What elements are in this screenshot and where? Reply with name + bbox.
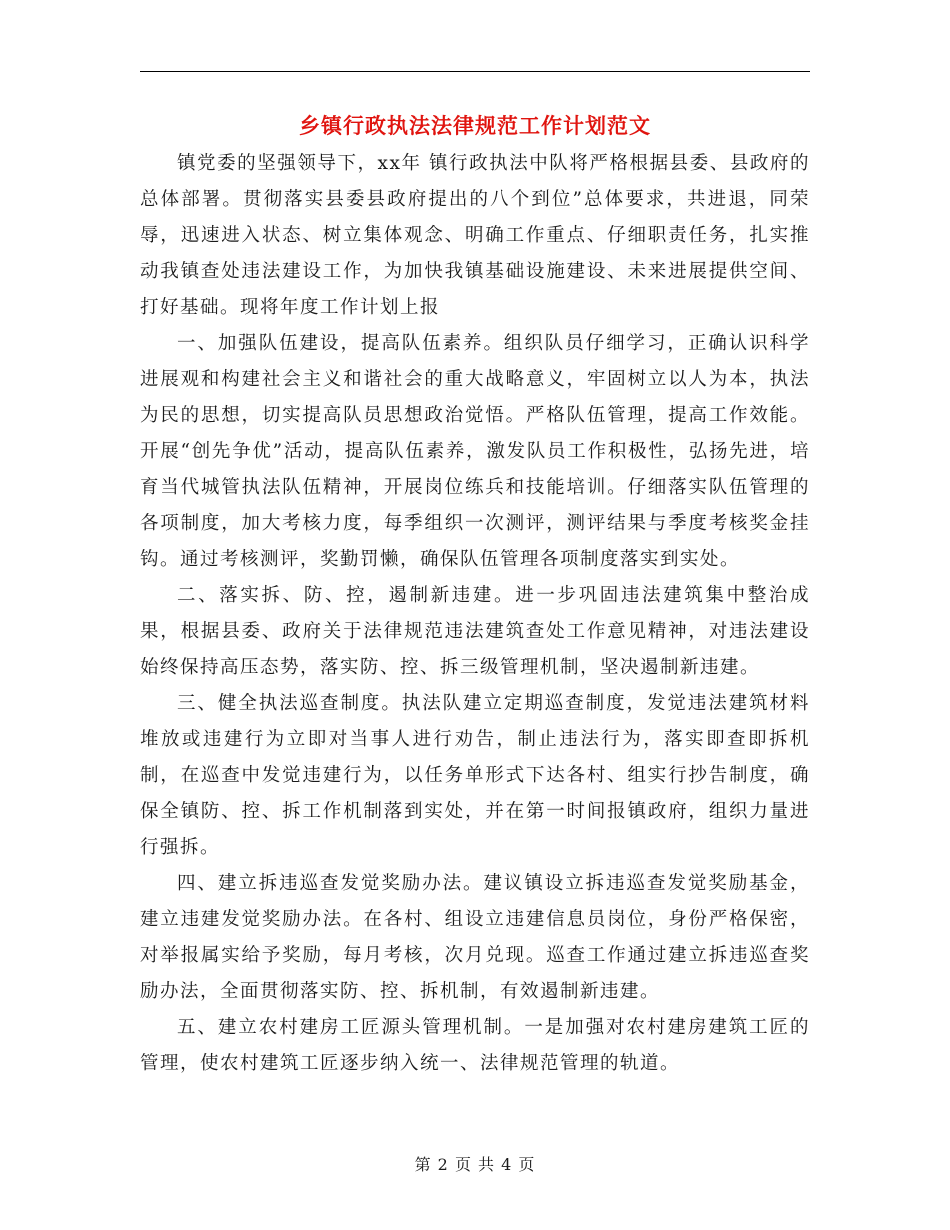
page-number: 第 2 页 共 4 页 (414, 1155, 536, 1174)
paragraph-patrol-system: 三、健全执法巡查制度。执法队建立定期巡查制度，发觉违法建筑材料堆放或违建行为立即对当事人进行劝告，制止违法行为，落实即查即拆机制，在巡查中发觉违建行为，以任务单形式下达各村、组实行抄告制度，确保全镇防、控、拆工作机制落到实处，并在第一时间报镇政府，组织力量进行强拆。 (140, 693, 810, 858)
paragraph-intro: 镇党委的坚强领导下，xx年 镇行政执法中队将严格根据县委、县政府的总体部署。贯彻落实县委县政府提出的八个到位”总体要求，共进退，同荣辱，迅速进入状态、树立集体观念、明确工作重点、仔细职责任务，扎实推动我镇查处违法建设工作，为加快我镇基础设施建设、未来进展提供空间、打好基础。现将年度工作计划上报 (140, 153, 810, 318)
paragraph-team-building: 一、加强队伍建设，提高队伍素养。组织队员仔细学习，正确认识科学进展观和构建社会主义和谐社会的重大战略意义，牢固树立以人为本，执法为民的思想，切实提高队员思想政治觉悟。严格队伍管理，提高工作效能。开展“创先争优”活动，提高队伍素养，激发队员工作积极性，弘扬先进，培育当代城管执法队伍精神，开展岗位练兵和技能培训。仔细落实队伍管理的各项制度，加大考核力度，每季组织一次测评，测评结果与季度考核奖金挂钩。通过考核测评，奖勤罚懒，确保队伍管理各项制度落实到实处。 (140, 333, 810, 570)
paragraph-demolition-control: 二、落实拆、防、控，遏制新违建。进一步巩固违法建筑集中整治成果，根据县委、政府关于法律规范违法建筑查处工作意见精神，对违法建设始终保持高压态势，落实防、控、拆三级管理机制，坚决遏制新违建。 (140, 585, 810, 678)
document-body (140, 146, 810, 1082)
paragraph-craftsman-management: 五、建立农村建房工匠源头管理机制。一是加强对农村建房建筑工匠的管理，使农村建筑工匠逐步纳入统一、法律规范管理的轨道。 (140, 1017, 810, 1074)
document-title: 乡镇行政执法法律规范工作计划范文 (299, 113, 651, 138)
header-rule (140, 71, 810, 72)
paragraph-reward-scheme: 四、建立拆违巡查发觉奖励办法。建议镇设立拆违巡查发觉奖励基金，建立违建发觉奖励办法。在各村、组设立违建信息员岗位，身份严格保密，对举报属实给予奖励，每月考核，次月兑现。巡查工作通过建立拆违巡查奖励办法，全面贯彻落实防、控、拆机制，有效遏制新违建。 (140, 873, 810, 1002)
